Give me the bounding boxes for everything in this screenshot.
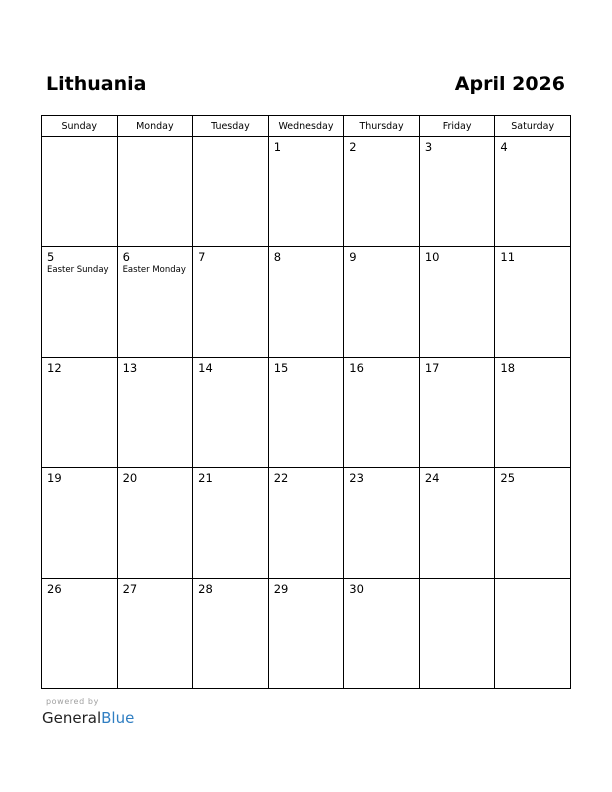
day-cell-content	[344, 247, 419, 264]
day-cell-content	[420, 247, 495, 264]
day-number: 27	[122, 581, 138, 596]
day-cell	[268, 247, 344, 357]
day-cell-content	[193, 247, 268, 264]
day-cell	[419, 578, 495, 688]
day-cell-content	[344, 579, 419, 596]
holiday-label: Easter Sunday	[47, 265, 109, 276]
day-cell	[495, 247, 571, 357]
day-cell-content	[269, 137, 344, 154]
day-cell-content	[420, 468, 495, 485]
powered-by-label: powered by	[46, 697, 99, 706]
day-cell	[344, 247, 420, 357]
week-row	[42, 247, 571, 357]
week-row	[42, 357, 571, 467]
day-cell	[117, 247, 193, 357]
weekday-sunday: Sunday	[42, 116, 118, 137]
day-cell-content	[118, 468, 193, 485]
day-cell	[117, 357, 193, 467]
day-cell	[193, 357, 269, 467]
day-cell-content	[42, 247, 117, 277]
day-cell-content	[269, 468, 344, 485]
day-number: 26	[47, 581, 62, 596]
day-cell	[495, 468, 571, 578]
day-number: 5	[47, 250, 55, 265]
day-cell	[117, 468, 193, 578]
weekday-saturday: Saturday	[495, 116, 571, 137]
day-cell-content	[495, 358, 570, 375]
day-number: 10	[424, 250, 440, 265]
day-cell-content	[42, 137, 117, 140]
day-cell	[419, 357, 495, 467]
generalblue-logo[interactable]	[42, 708, 134, 728]
day-cell	[42, 468, 118, 578]
day-cell-content	[193, 358, 268, 375]
day-cell-content	[118, 579, 193, 596]
day-number: 8	[273, 250, 282, 265]
week-row	[42, 137, 571, 247]
day-cell	[193, 137, 269, 247]
day-number: 1	[273, 140, 282, 154]
weekday-wednesday: Wednesday	[268, 116, 344, 137]
day-cell-content	[269, 579, 344, 596]
day-cell	[344, 578, 420, 688]
week-row	[42, 468, 571, 578]
day-number: 2	[349, 140, 357, 154]
day-cell-content	[269, 358, 344, 375]
day-number: 29	[273, 581, 289, 596]
country-title: Lithuania	[46, 73, 147, 95]
day-number: 4	[500, 140, 508, 154]
weekday-tuesday: Tuesday	[193, 116, 269, 137]
day-cell	[268, 578, 344, 688]
day-cell	[42, 137, 118, 247]
day-cell	[419, 137, 495, 247]
day-number: 7	[198, 250, 206, 265]
day-number: 24	[424, 471, 440, 486]
day-cell-content	[193, 468, 268, 485]
day-cell-content	[118, 247, 193, 277]
weekday-header-row	[42, 116, 571, 137]
day-number: 17	[424, 360, 440, 375]
day-number: 19	[47, 471, 62, 486]
day-cell-content	[420, 579, 495, 582]
weekday-friday: Friday	[419, 116, 495, 137]
day-cell-content	[42, 358, 117, 375]
day-cell	[495, 578, 571, 688]
day-cell	[117, 137, 193, 247]
day-number: 23	[349, 471, 364, 486]
day-cell-content	[344, 468, 419, 485]
day-number: 16	[349, 360, 364, 375]
day-cell	[419, 247, 495, 357]
day-number: 20	[122, 471, 138, 486]
day-cell	[117, 578, 193, 688]
day-cell	[268, 137, 344, 247]
month-year-title: April 2026	[454, 73, 565, 95]
day-number: 28	[198, 581, 213, 596]
day-number: 18	[500, 360, 516, 375]
day-cell-content	[42, 579, 117, 596]
day-cell	[193, 468, 269, 578]
day-cell-content	[495, 468, 570, 485]
day-cell-content	[193, 579, 268, 596]
day-cell	[495, 357, 571, 467]
holiday-label: Easter Monday	[122, 265, 186, 276]
day-cell-content	[344, 358, 419, 375]
day-number: 21	[198, 471, 213, 486]
weekday-thursday: Thursday	[344, 116, 420, 137]
day-cell	[42, 247, 118, 357]
brand-blue-text: Blue	[101, 709, 135, 727]
day-cell	[268, 357, 344, 467]
calendar-grid	[41, 115, 571, 689]
day-cell	[193, 247, 269, 357]
weekday-monday: Monday	[117, 116, 193, 137]
day-cell-content	[495, 247, 570, 264]
day-cell-content	[420, 358, 495, 375]
day-cell	[344, 468, 420, 578]
day-cell	[193, 578, 269, 688]
day-number: 25	[500, 471, 516, 486]
day-cell	[419, 468, 495, 578]
day-cell	[344, 137, 420, 247]
day-cell-content	[269, 247, 344, 264]
day-cell-content	[495, 137, 570, 154]
day-number: 13	[122, 360, 138, 375]
day-number: 11	[500, 250, 516, 265]
day-number: 30	[349, 581, 364, 596]
day-cell	[495, 137, 571, 247]
day-number: 15	[273, 360, 289, 375]
day-cell-content	[495, 579, 570, 582]
day-number: 14	[198, 360, 213, 375]
brand-general-text: General	[42, 709, 102, 727]
week-row	[42, 578, 571, 688]
day-number: 3	[424, 140, 433, 154]
day-cell	[268, 468, 344, 578]
day-cell-content	[118, 137, 193, 140]
day-cell	[344, 357, 420, 467]
day-cell-content	[118, 358, 193, 375]
day-number: 6	[122, 250, 130, 265]
day-cell	[42, 357, 118, 467]
day-cell-content	[344, 137, 419, 154]
day-cell-content	[420, 137, 495, 154]
day-number: 9	[349, 250, 357, 265]
day-number: 22	[273, 471, 289, 486]
day-cell-content	[193, 137, 268, 140]
day-cell-content	[42, 468, 117, 485]
day-number: 12	[47, 360, 62, 375]
day-cell	[42, 578, 118, 688]
